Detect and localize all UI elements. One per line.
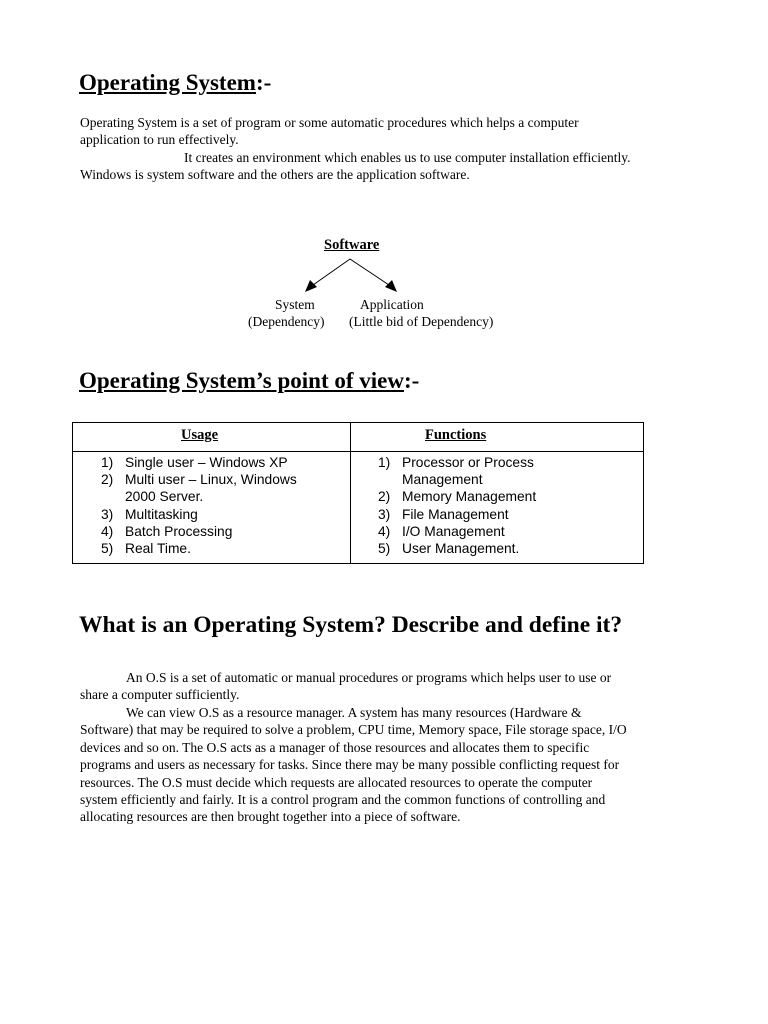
- usage-item: 5) Real Time.: [101, 541, 191, 557]
- intro-line: application to run effectively.: [80, 132, 239, 148]
- heading-operating-system-suffix: :-: [255, 70, 272, 95]
- intro-line: Operating System is a set of program or some automatic procedures which helps a computer: [80, 115, 579, 130]
- heading-point-of-view: [79, 367, 419, 395]
- resource-line: allocating resources are then brought together into a piece of software.: [80, 809, 461, 825]
- diagram-application-title: Application: [360, 297, 424, 312]
- definition-line: share a computer sufficiently.: [80, 687, 240, 703]
- functions-item-continued: Management: [402, 472, 483, 488]
- table-header-usage: Usage: [181, 427, 219, 443]
- table-header-divider: [73, 451, 643, 452]
- software-tree-diagram: [300, 256, 410, 296]
- functions-item: 4) I/O Management: [378, 523, 505, 539]
- right-branch-line: [350, 259, 389, 285]
- diagram-system-sub: (Dependency): [248, 314, 325, 329]
- resource-manager-paragraph: [80, 704, 627, 826]
- diagram-system-title: System: [275, 297, 315, 312]
- functions-item: 1) Processor or Process: [378, 455, 534, 470]
- heading-point-of-view-text: Operating System’s point of view: [79, 368, 404, 393]
- right-arrowhead: [385, 280, 397, 292]
- usage-functions-table: [72, 422, 644, 564]
- usage-item: 4) Batch Processing: [101, 523, 233, 539]
- functions-item: 3) File Management: [378, 506, 509, 522]
- left-branch-line: [313, 259, 350, 285]
- definition-paragraph: [80, 669, 611, 704]
- usage-item: 1) Single user – Windows XP: [101, 455, 288, 470]
- usage-item: 3) Multitasking: [101, 506, 198, 522]
- table-header-functions: Functions: [425, 427, 487, 443]
- resource-line: Software) that may be required to solve a problem, CPU time, Memory space, File storage space, I/O: [80, 722, 627, 738]
- functions-list: [350, 454, 536, 557]
- usage-item: 2) Multi user – Linux, Windows: [101, 472, 297, 488]
- heading-point-of-view-suffix: :-: [403, 368, 420, 393]
- resource-line: devices and so on. The O.S acts as a manager of those resources and allocates them to specific: [80, 739, 590, 755]
- functions-item: 2) Memory Management: [378, 489, 537, 505]
- resource-line: system efficiently and fairly. It is a control program and the common functions of controlling and: [80, 792, 606, 808]
- resource-line: We can view O.S as a resource manager. A system has many resources (Hardware &: [126, 705, 582, 720]
- intro-line: It creates an environment which enables us to use computer installation efficiently.: [184, 149, 631, 165]
- resource-line: resources. The O.S must decide which requests are allocated resources to operate the computer: [80, 774, 593, 790]
- diagram-application-sub: (Little bid of Dependency): [349, 314, 494, 329]
- usage-item-continued: 2000 Server.: [125, 489, 204, 505]
- diagram-root-label: Software: [324, 237, 380, 253]
- intro-paragraph: [80, 114, 630, 184]
- heading-what-is-os: What is an Operating System? Describe and define it?: [79, 612, 623, 638]
- functions-item: 5) User Management.: [378, 541, 520, 557]
- heading-operating-system-text: Operating System: [79, 70, 256, 95]
- heading-operating-system: [79, 69, 271, 97]
- intro-line: Windows is system software and the others are the application software.: [80, 167, 470, 183]
- left-arrowhead: [305, 280, 317, 292]
- usage-list: [73, 454, 297, 557]
- definition-line: An O.S is a set of automatic or manual procedures or programs which helps user to use or: [126, 670, 612, 685]
- resource-line: programs and users as necessary for tasks. Since there may be many possible conflicting request for: [80, 757, 620, 773]
